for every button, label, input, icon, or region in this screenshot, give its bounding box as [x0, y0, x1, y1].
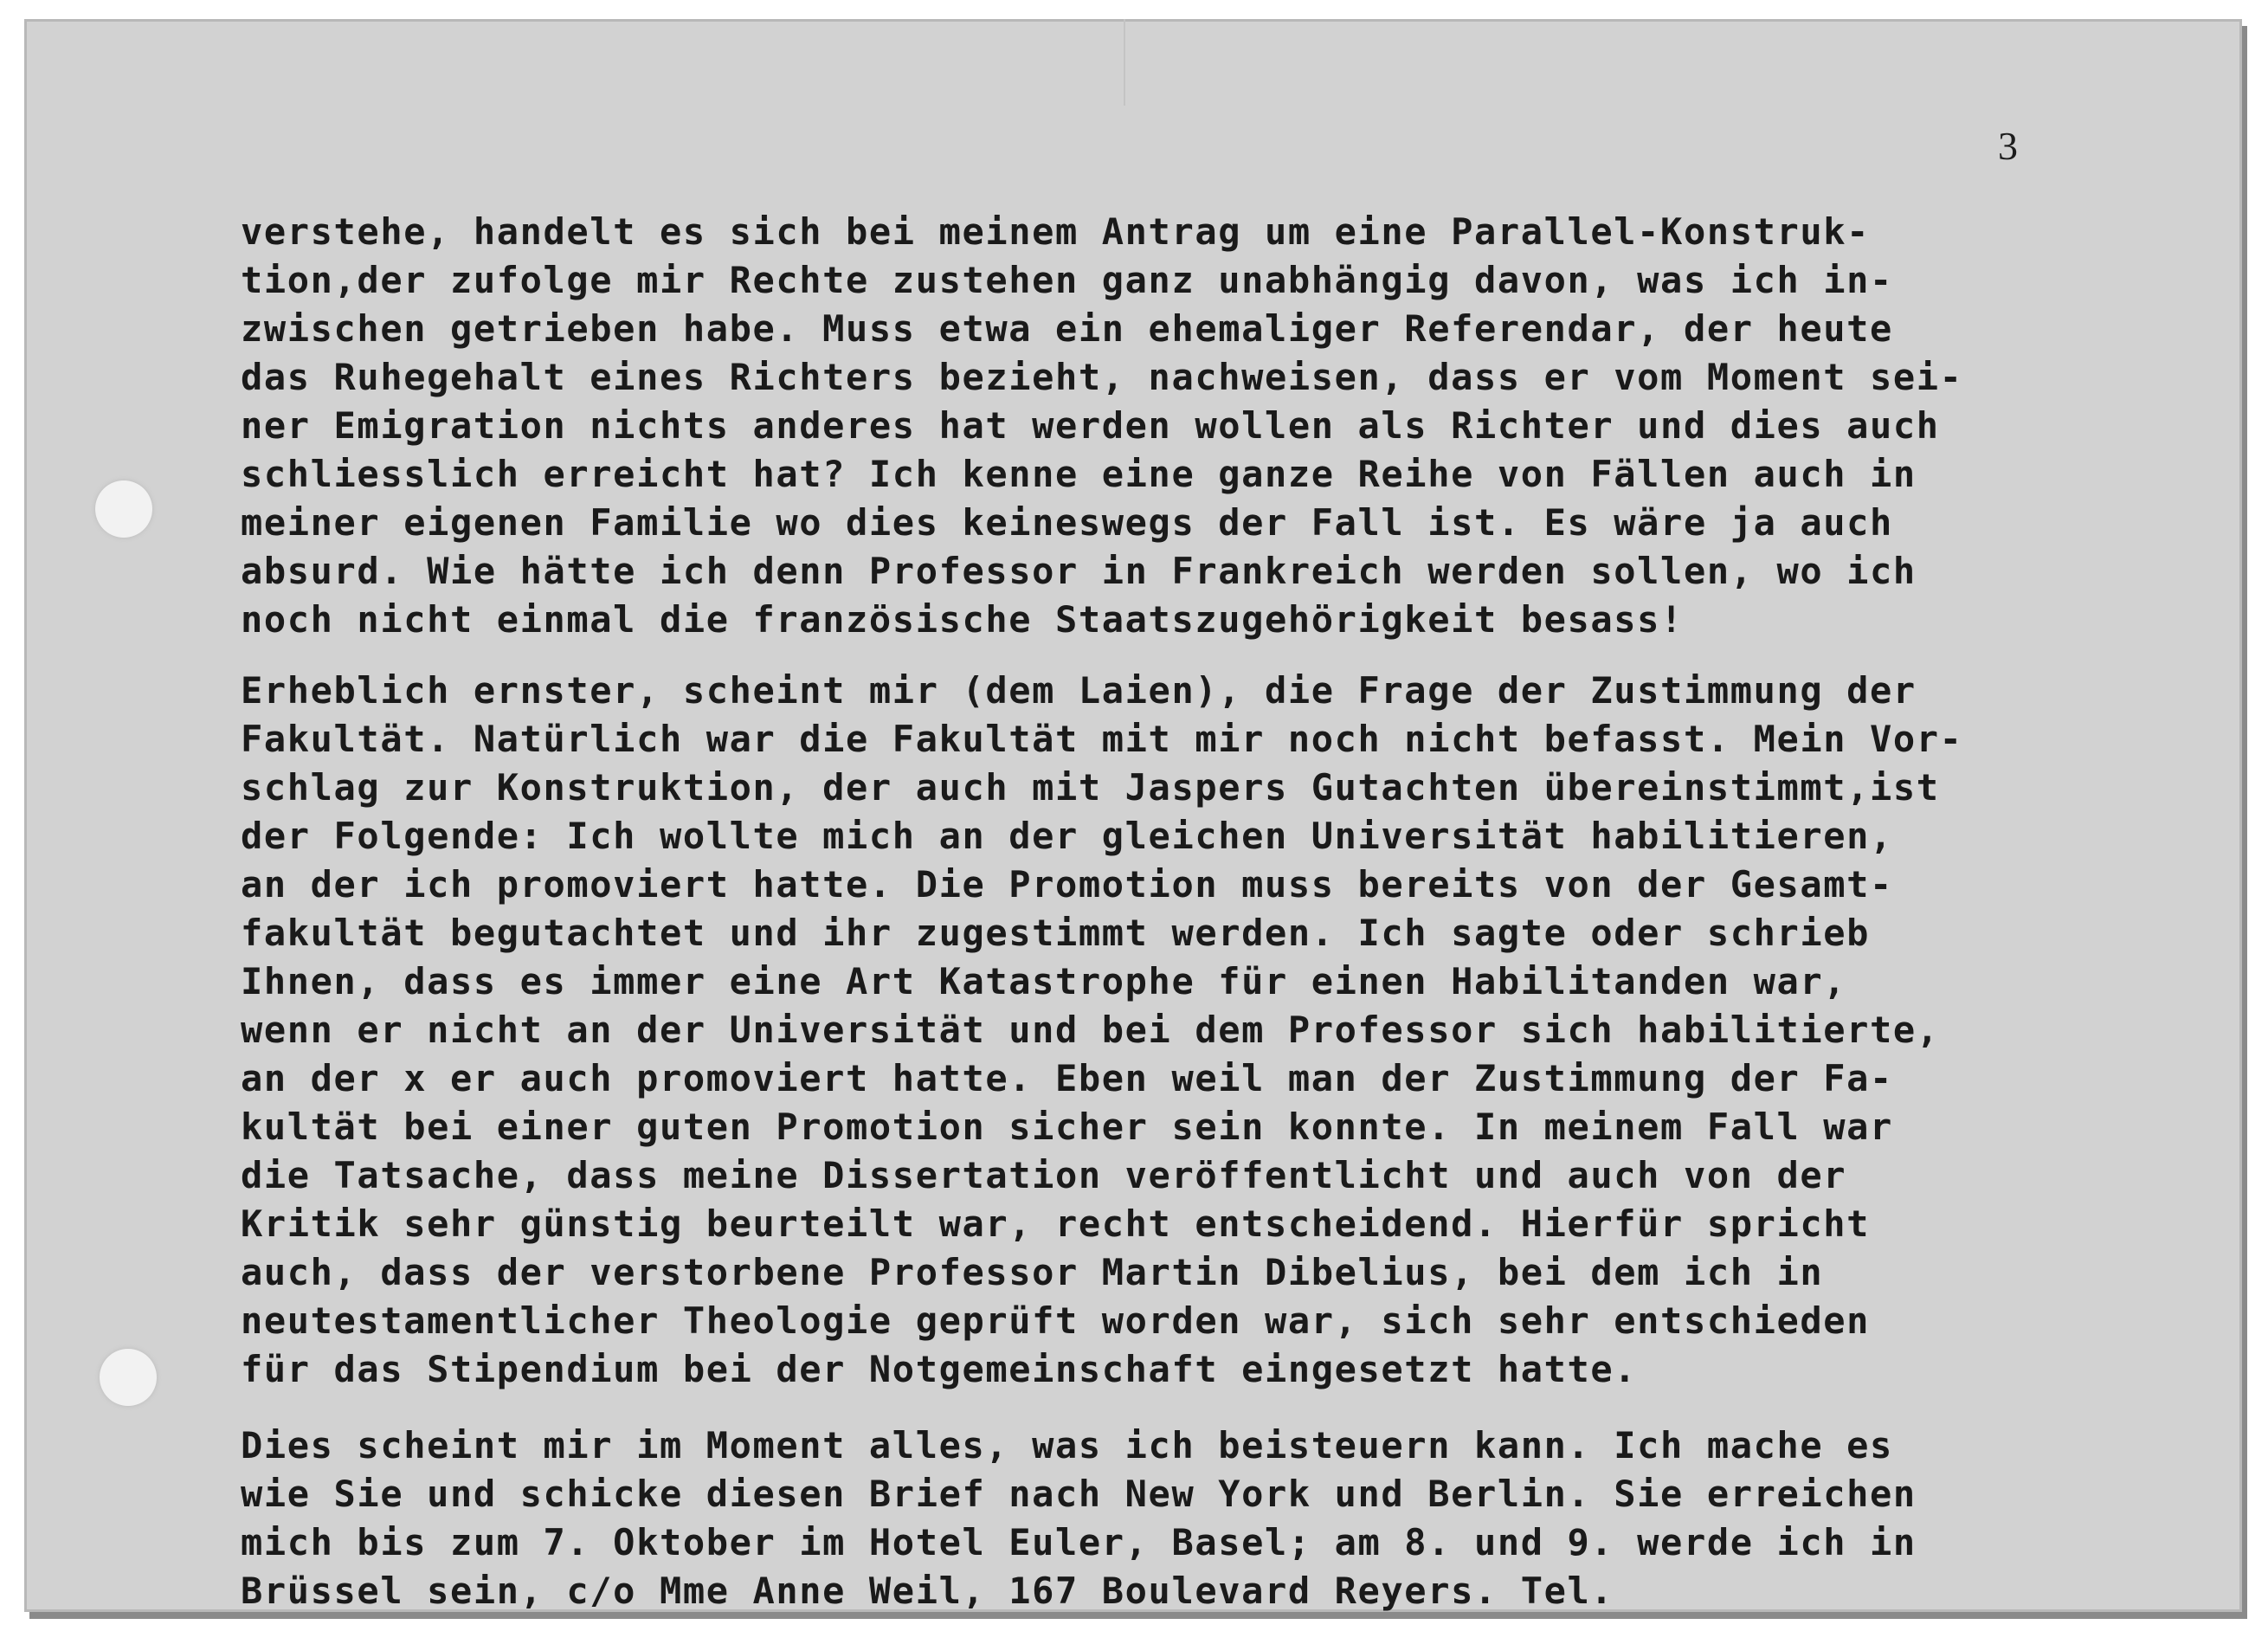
text-line: schliesslich erreicht hat? Ich kenne eine ganze Reihe von Fällen auch in [241, 453, 1917, 495]
punch-hole-lower [100, 1349, 157, 1406]
text-line: verstehe, handelt es sich bei meinem Antrag um eine Parallel-Konstruk- [241, 210, 1871, 253]
paragraph-3 [241, 1422, 2232, 1615]
paper-fold-line [1124, 19, 1125, 106]
paragraph-1 [241, 208, 2232, 644]
text-line: zwischen getrieben habe. Muss etwa ein ehemaliger Referendar, der heute [241, 307, 1893, 350]
text-line: fakultät begutachtet und ihr zugestimmt werden. Ich sagte oder schrieb [241, 912, 1871, 954]
text-line: neutestamentlicher Theologie geprüft worden war, sich sehr entschieden [241, 1299, 1871, 1342]
text-line: absurd. Wie hätte ich denn Professor in Frankreich werden sollen, wo ich [241, 550, 1917, 592]
text-line: an der ich promoviert hatte. Die Promotion muss bereits von der Gesamt- [241, 863, 1893, 906]
text-line: schlag zur Konstruktion, der auch mit Jaspers Gutachten übereinstimmt,ist [241, 766, 1940, 809]
text-line: auch, dass der verstorbene Professor Martin Dibelius, bei dem ich in [241, 1251, 1824, 1293]
letter-page [24, 19, 2242, 1612]
paragraph-2 [241, 667, 2232, 1394]
text-line: das Ruhegehalt eines Richters bezieht, nachweisen, dass er vom Moment sei- [241, 356, 1963, 398]
page-number: 3 [1998, 124, 2018, 168]
text-line: Ihnen, dass es immer eine Art Katastrophe für einen Habilitanden war, [241, 960, 1847, 1003]
text-line: Fakultät. Natürlich war die Fakultät mit mir noch nicht befasst. Mein Vor- [241, 718, 1963, 760]
text-line: noch nicht einmal die französische Staatszugehörigkeit besass! [241, 598, 1684, 641]
text-line: mich bis zum 7. Oktober im Hotel Euler, Basel; am 8. und 9. werde ich in [241, 1521, 1917, 1563]
text-line: wie Sie und schicke diesen Brief nach New York und Berlin. Sie erreichen [241, 1473, 1917, 1515]
text-line: meiner eigenen Familie wo dies keineswegs der Fall ist. Es wäre ja auch [241, 501, 1893, 544]
text-line: Kritik sehr günstig beurteilt war, recht entscheidend. Hierfür spricht [241, 1202, 1871, 1245]
text-line: an der x er auch promoviert hatte. Eben weil man der Zustimmung der Fa- [241, 1057, 1893, 1099]
punch-hole-upper [95, 480, 152, 538]
text-line: Brüssel sein, c/o Mme Anne Weil, 167 Boulevard Reyers. Tel. [241, 1570, 1614, 1612]
text-line: Erheblich ernster, scheint mir (dem Laien), die Frage der Zustimmung der [241, 669, 1917, 712]
text-line: kultät bei einer guten Promotion sicher sein konnte. In meinem Fall war [241, 1106, 1893, 1148]
text-line: die Tatsache, dass meine Dissertation veröffentlicht und auch von der [241, 1154, 1847, 1196]
text-line: tion,der zufolge mir Rechte zustehen ganz unabhängig davon, was ich in- [241, 259, 1893, 301]
text-line: ner Emigration nichts anderes hat werden wollen als Richter und dies auch [241, 404, 1940, 447]
text-line: Dies scheint mir im Moment alles, was ich beisteuern kann. Ich mache es [241, 1424, 1893, 1467]
text-line: für das Stipendium bei der Notgemeinschaft eingesetzt hatte. [241, 1348, 1638, 1390]
text-line: der Folgende: Ich wollte mich an der gleichen Universität habilitieren, [241, 815, 1893, 857]
text-line: wenn er nicht an der Universität und bei dem Professor sich habilitierte, [241, 1009, 1940, 1051]
